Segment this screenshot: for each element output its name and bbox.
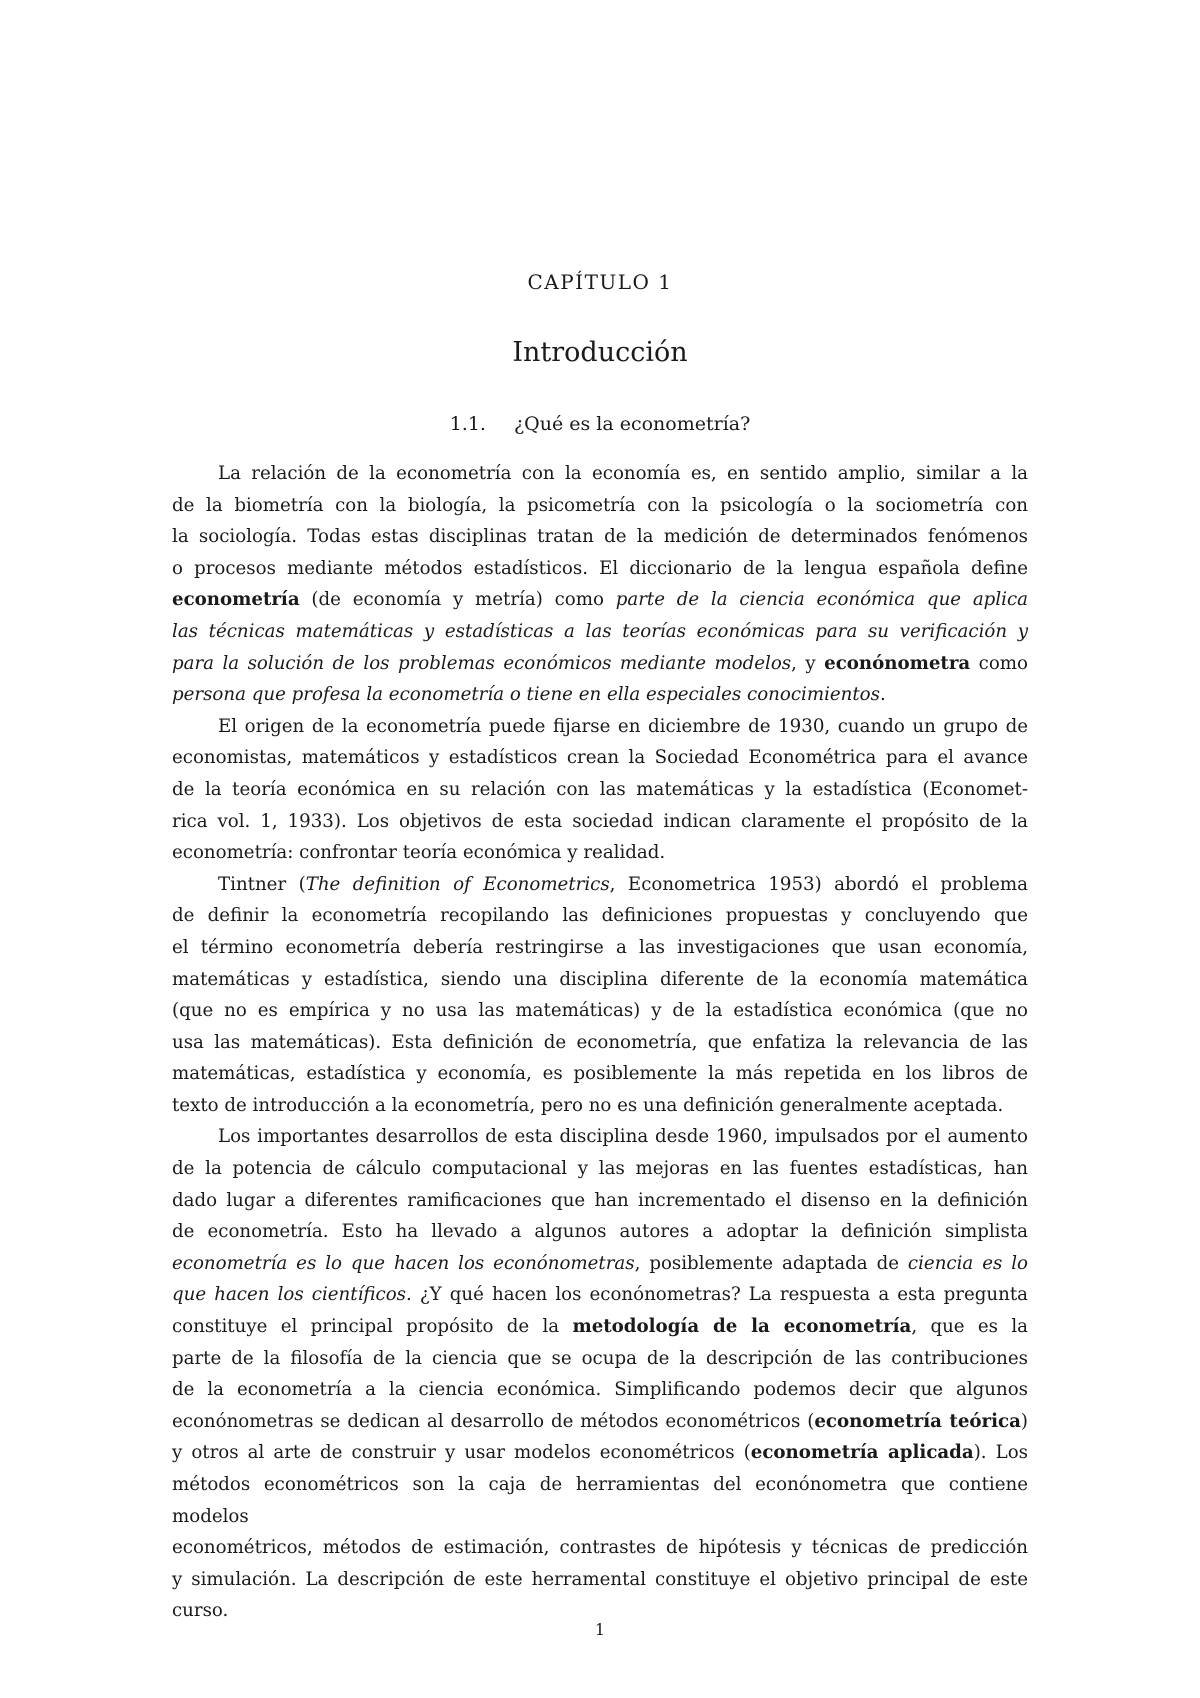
text-run: la sociología. Todas estas disciplinas tratan de la medición de determinados fenómenos [172, 526, 1028, 548]
text-line [172, 932, 1028, 964]
text-run: matemáticas y estadística, siendo una disciplina diferente de la economía matemática [172, 968, 1028, 990]
body-text [172, 458, 1028, 1627]
section-title: ¿Qué es la econometría? [513, 413, 751, 435]
text-line [172, 1185, 1028, 1217]
bold-term: econometría [172, 589, 300, 611]
text-line [172, 616, 1028, 648]
text-line [172, 742, 1028, 774]
text-line [172, 1437, 1028, 1469]
text-line [172, 521, 1028, 553]
text-line [172, 995, 1028, 1027]
bold-term: metodología de la econometría [572, 1316, 912, 1338]
bold-term: econometría aplicada [750, 1442, 974, 1464]
text-run: ¿Y qué hacen los econónometras? La respuesta a esta pregunta [411, 1284, 1028, 1306]
text-line [172, 1121, 1028, 1153]
text-run: de la teoría económica en su relación con las matemáticas y la estadística (Economet- [172, 778, 1028, 800]
text-line [172, 679, 1028, 711]
text-line [172, 1469, 1028, 1532]
section-heading [0, 413, 1200, 435]
text-run: de econometría. Esto ha llevado a algunos autores a adoptar la definición simplista [172, 1221, 1028, 1243]
text-run: dado lugar a diferentes ramificaciones que han incrementado el disenso en la definición [172, 1189, 1028, 1211]
text-line [172, 1343, 1028, 1375]
text-run: , Econometrica 1953) abordó el problema [609, 873, 1028, 895]
text-line [172, 553, 1028, 585]
text-run: econometría: confrontar teoría económica y realidad. [172, 842, 666, 864]
text-line [172, 837, 1028, 869]
bold-term: econometría teórica [814, 1410, 1021, 1432]
text-run: , que es la [911, 1316, 1028, 1338]
text-run: Los importantes desarrollos de esta disciplina desde 1960, impulsados por el aumento [218, 1126, 1028, 1148]
text-run: y otros al arte de construir y usar modelos econométricos ( [172, 1442, 751, 1464]
paragraph [172, 711, 1028, 869]
bold-term: econónometra [824, 652, 971, 674]
text-line [172, 584, 1028, 616]
page-number: 1 [594, 1620, 606, 1639]
text-run: el término econometría debería restringirse a las investigaciones que usan economía, [172, 936, 1028, 958]
text-run: texto de introducción a la econometría, pero no es una definición generalmente aceptada. [172, 1094, 1004, 1116]
text-line [172, 648, 1028, 680]
text-line [172, 1248, 1028, 1280]
text-line [172, 1564, 1028, 1596]
text-run: y simulación. La descripción de este herramental constituye el objetivo principal de este [172, 1568, 1028, 1590]
italic-text: ciencia es lo [907, 1252, 1028, 1274]
text-line [172, 900, 1028, 932]
text-line [172, 774, 1028, 806]
section-number: 1.1. [449, 413, 486, 435]
text-run: de definir la econometría recopilando las definiciones propuestas y concluyendo que [172, 905, 1028, 927]
text-line [172, 1374, 1028, 1406]
text-run: ). Los [973, 1442, 1028, 1464]
italic-text: The definition of Econometrics [305, 873, 610, 895]
text-run: El origen de la econometría puede fijarse en diciembre de 1930, cuando un grupo de [218, 715, 1028, 737]
text-line [172, 1090, 1028, 1122]
text-line [172, 1058, 1028, 1090]
text-run: (de economía y metría) como [299, 589, 616, 611]
text-run: curso. [172, 1600, 229, 1622]
text-run: de la biometría con la biología, la psicometría con la psicología o la sociometría con [172, 494, 1028, 516]
text-run: , y [791, 652, 825, 674]
text-line [172, 964, 1028, 996]
italic-text: que hacen los científicos. [172, 1284, 412, 1306]
text-run: métodos econométricos son la caja de herramientas del econónometra que contiene modelos [172, 1474, 1028, 1527]
text-run: . [879, 684, 886, 706]
text-run: como [970, 652, 1028, 674]
text-run: usa las matemáticas). Esta definición de econometría, que enfatiza la relevancia de las [172, 1031, 1028, 1053]
text-run: , posiblemente adaptada de [634, 1252, 908, 1274]
text-line [172, 806, 1028, 838]
text-run: La relación de la econometría con la economía es, en sentido amplio, similar a la [218, 463, 1028, 484]
text-run: matemáticas, estadística y economía, es posiblemente la más repetida en los libros de [172, 1063, 1028, 1085]
italic-text: persona que profesa la econometría o tiene en ella especiales conocimientos [172, 684, 880, 706]
paragraph [172, 869, 1028, 1122]
text-line [172, 1311, 1028, 1343]
chapter-title: Introducción [512, 337, 688, 368]
text-run: (que no es empírica y no usa las matemáticas) y de la estadística económica (que no [172, 1000, 1028, 1022]
text-run: ) [1020, 1410, 1028, 1432]
text-line [172, 1027, 1028, 1059]
text-line [172, 1406, 1028, 1438]
text-line [172, 869, 1028, 901]
text-run: constituye el principal propósito de la [172, 1316, 573, 1338]
text-line [172, 1532, 1028, 1564]
text-line [172, 1279, 1028, 1311]
italic-text: econometría es lo que hacen los econónometras [172, 1252, 635, 1274]
text-line [172, 711, 1028, 743]
italic-text: las técnicas matemáticas y estadísticas a las teorías económicas para su verificación y [172, 620, 1028, 642]
text-run: economistas, matemáticos y estadísticos crean la Sociedad Econométrica para el avance [172, 747, 1028, 769]
text-run: Tintner ( [218, 873, 306, 895]
text-run: econométricos, métodos de estimación, contrastes de hipótesis y técnicas de predicción [172, 1537, 1028, 1559]
paragraph [172, 458, 1028, 711]
text-run: econónometras se dedican al desarrollo de métodos econométricos ( [172, 1410, 815, 1432]
text-run: parte de la filosofía de la ciencia que se ocupa de la descripción de las contribuciones [172, 1347, 1028, 1369]
paragraph [172, 1121, 1028, 1627]
text-run: de la potencia de cálculo computacional y las mejoras en las fuentes estadísticas, han [172, 1158, 1028, 1180]
italic-text: para la solución de los problemas económicos mediante modelos [172, 652, 792, 674]
text-run: rica vol. 1, 1933). Los objetivos de esta sociedad indican claramente el propósito de la [172, 810, 1028, 832]
text-run: de la econometría a la ciencia económica. Simplificando podemos decir que algunos [172, 1379, 1028, 1401]
text-line [172, 1153, 1028, 1185]
text-run: o procesos mediante métodos estadísticos. El diccionario de la lengua española define [172, 557, 1028, 579]
italic-text: parte de la ciencia económica que aplica [615, 589, 1028, 611]
text-line [172, 490, 1028, 522]
chapter-label: CAPÍTULO 1 [527, 270, 673, 294]
text-line [172, 458, 1028, 490]
text-line [172, 1216, 1028, 1248]
